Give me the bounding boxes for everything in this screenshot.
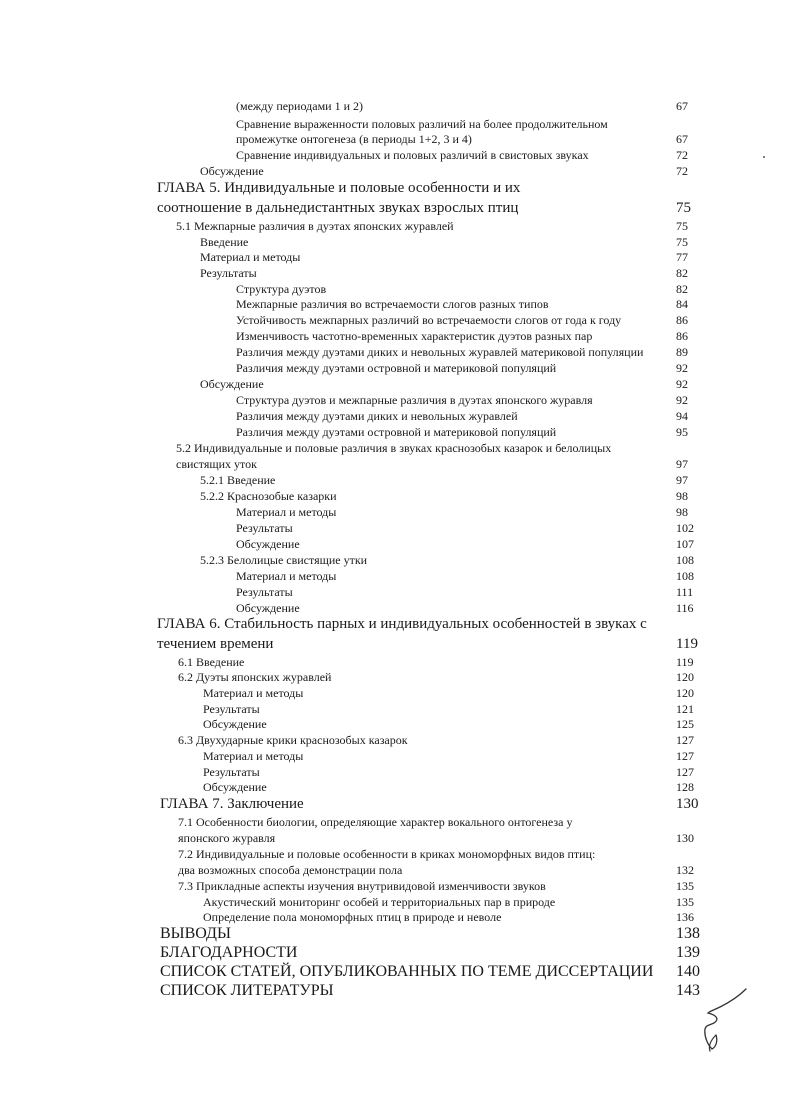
toc-row-text: два возможных способа демонстрации пола <box>178 863 403 877</box>
toc-row-page: 82 <box>676 266 688 280</box>
toc-row-page: 92 <box>676 361 688 375</box>
toc-row-page: 121 <box>676 702 694 716</box>
toc-row-text: 5.2.2 Краснозобые казарки <box>200 489 337 503</box>
toc-row-text: 7.2 Индивидуальные и половые особенности в криках мономорфных видов птиц: <box>178 847 596 861</box>
toc-row-text: 6.2 Дуэты японских журавлей <box>178 670 332 684</box>
toc-row-page: 143 <box>676 982 700 999</box>
toc-row-page: 86 <box>676 329 688 343</box>
toc-row-text: Сравнение индивидуальных и половых различий в свистовых звуках <box>236 148 589 162</box>
toc-row-text: ГЛАВА 6. Стабильность парных и индивидуальных особенностей в звуках с <box>157 616 647 632</box>
toc-row-text: СПИСОК СТАТЕЙ, ОПУБЛИКОВАННЫХ ПО ТЕМЕ ДИССЕРТАЦИИ <box>160 963 654 980</box>
toc-row-text: Результаты <box>200 266 257 280</box>
toc-row-text: Результаты <box>203 765 260 779</box>
toc-row-page: 108 <box>676 553 694 567</box>
toc-row-text: ВЫВОДЫ <box>160 925 231 942</box>
toc-row-page: 82 <box>676 282 688 296</box>
toc-row-page: 75 <box>676 219 688 233</box>
toc-row-text: Введение <box>200 235 249 249</box>
toc-row-page: 127 <box>676 733 694 747</box>
toc-row-page: 111 <box>676 585 694 599</box>
toc-row-page: 67 <box>676 132 688 146</box>
toc-row-text: Структура дуэтов <box>236 282 327 296</box>
toc-row-page: 75 <box>676 200 691 216</box>
toc-row-text: Определение пола мономорфных птиц в природе и неволе <box>203 910 502 924</box>
toc-row-page: 92 <box>676 377 688 391</box>
toc-row-text: 6.1 Введение <box>178 655 245 669</box>
toc-row-page: 140 <box>676 963 700 980</box>
toc-row-text: 5.2.3 Белолицые свистящие утки <box>200 553 368 567</box>
toc-row-text: Различия между дуэтами островной и материковой популяций <box>236 361 557 375</box>
toc-row-page: 72 <box>676 148 688 162</box>
toc-row-text: Межпарные различия во встречаемости слогов разных типов <box>236 297 549 311</box>
toc-row-text: соотношение в дальнедистантных звуках взрослых птиц <box>157 200 519 216</box>
toc-row-text: ГЛАВА 5. Индивидуальные и половые особенности и их <box>157 180 521 196</box>
toc-row-page: 77 <box>676 250 688 264</box>
toc-row-text: БЛАГОДАРНОСТИ <box>160 944 298 961</box>
handwritten-initial <box>698 985 750 1055</box>
toc-row-page: 107 <box>676 537 694 551</box>
toc-row-page: 98 <box>676 489 688 503</box>
toc-row-page: 72 <box>676 164 688 178</box>
toc-row-text: японского журавля <box>178 831 276 845</box>
toc-row-page: 130 <box>676 796 699 812</box>
toc-row-text: свистящих уток <box>176 457 257 471</box>
toc-row-page: 116 <box>676 601 694 615</box>
toc-row-page: 135 <box>676 895 694 909</box>
toc-row-text: Различия между дуэтами островной и материковой популяций <box>236 425 557 439</box>
toc-row-page: 94 <box>676 409 688 423</box>
toc-row-text: Обсуждение <box>203 717 267 731</box>
toc-row-page: 130 <box>676 831 694 845</box>
toc-row-page: 119 <box>676 655 694 669</box>
toc-row-page: 138 <box>676 925 700 942</box>
toc-row-text: Обсуждение <box>200 377 264 391</box>
toc-row-text: ГЛАВА 7. Заключение <box>160 796 304 812</box>
toc-row-page: 102 <box>676 521 694 535</box>
toc-row-page: 89 <box>676 345 688 359</box>
toc-row-text: Материал и методы <box>200 250 301 264</box>
toc-row-page: 84 <box>676 297 688 311</box>
toc-row-text: Обсуждение <box>236 601 300 615</box>
toc-row-page: 132 <box>676 863 694 877</box>
toc-row-text: 7.1 Особенности биологии, определяющие характер вокального онтогенеза у <box>178 815 573 829</box>
toc-row-text: Материал и методы <box>203 749 304 763</box>
toc-row-page: 97 <box>676 457 688 471</box>
toc-row-page: 120 <box>676 670 694 684</box>
toc-row-text: 5.1 Межпарные различия в дуэтах японских журавлей <box>176 219 454 233</box>
toc-row-text: Материал и методы <box>203 686 304 700</box>
scan-speck <box>763 156 765 158</box>
toc-row-text: 5.2.1 Введение <box>200 473 276 487</box>
toc-row-page: 128 <box>676 780 694 794</box>
toc-row-page: 125 <box>676 717 694 731</box>
toc-row-text: Результаты <box>236 585 293 599</box>
toc-row-text: Материал и методы <box>236 505 337 519</box>
toc-row-page: 139 <box>676 944 700 961</box>
toc-row-text: течением времени <box>157 636 274 652</box>
toc-row-page: 127 <box>676 765 694 779</box>
toc-row-text: 7.3 Прикладные аспекты изучения внутривидовой изменчивости звуков <box>178 879 546 893</box>
toc-row-text: Изменчивость частотно-временных характеристик дуэтов разных пар <box>236 329 593 343</box>
toc-row-text: Различия между дуэтами диких и невольных журавлей <box>236 409 518 423</box>
toc-row-page: 75 <box>676 235 688 249</box>
toc-row-page: 92 <box>676 393 688 407</box>
toc-row-text: Обсуждение <box>236 537 300 551</box>
toc-row-page: 135 <box>676 879 694 893</box>
toc-row-text: Материал и методы <box>236 569 337 583</box>
toc-row-text: Результаты <box>236 521 293 535</box>
toc-row-page: 136 <box>676 910 694 924</box>
toc-row-page: 86 <box>676 313 688 327</box>
toc-row-page: 98 <box>676 505 688 519</box>
toc-row-text: Сравнение выраженности половых различий на более продолжительном <box>236 117 608 131</box>
toc-row-text: (между периодами 1 и 2) <box>236 99 364 113</box>
toc-row-page: 120 <box>676 686 694 700</box>
toc-row-text: Структура дуэтов и межпарные различия в дуэтах японского журавля <box>236 393 593 407</box>
toc-row-text: Результаты <box>203 702 260 716</box>
toc-row-text: СПИСОК ЛИТЕРАТУРЫ <box>160 982 334 999</box>
toc-row-page: 97 <box>676 473 688 487</box>
toc-row-text: Обсуждение <box>203 780 267 794</box>
toc-row-page: 108 <box>676 569 694 583</box>
toc-row-page: 67 <box>676 99 688 113</box>
toc-row-text: Различия между дуэтами диких и невольных журавлей материковой популяции <box>236 345 644 359</box>
toc-row-page: 119 <box>676 636 698 652</box>
toc-row-text: 6.3 Двухударные крики краснозобых казарок <box>178 733 408 747</box>
toc-row-text: Обсуждение <box>200 164 264 178</box>
toc-row-text: промежутке онтогенеза (в периоды 1+2, 3 и 4) <box>236 132 472 146</box>
toc-row-text: 5.2 Индивидуальные и половые различия в звуках краснозобых казарок и белолицых <box>176 441 612 455</box>
toc-row-page: 95 <box>676 425 688 439</box>
toc-row-text: Устойчивость межпарных различий во встречаемости слогов от года к году <box>236 313 622 327</box>
toc-row-text: Акустический мониторинг особей и территориальных пар в природе <box>203 895 556 909</box>
toc-row-page: 127 <box>676 749 694 763</box>
